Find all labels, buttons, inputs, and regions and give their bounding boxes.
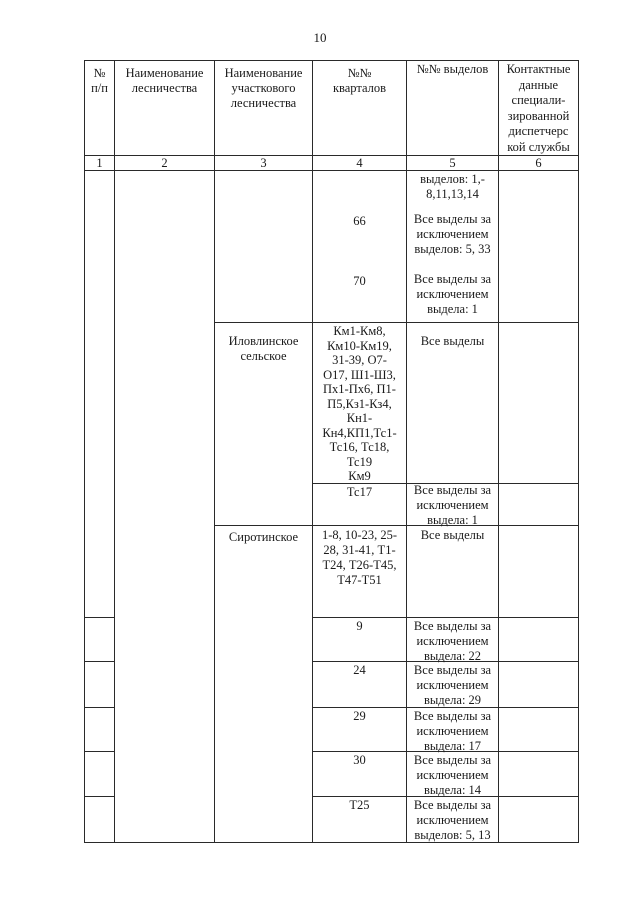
header-forestry: Наименование лесничества bbox=[125, 66, 204, 95]
quarter-cell: 70 bbox=[353, 274, 366, 288]
column-number: 2 bbox=[161, 156, 168, 170]
plots-cell: Все выделы за исключением выдела: 29 bbox=[413, 663, 492, 707]
header-contacts: Контактные данные специали- зированной диспетчерс кой службы bbox=[506, 62, 571, 154]
column-number: 1 bbox=[96, 156, 103, 170]
district-forestry-cell: Иловлинское сельское bbox=[228, 334, 299, 363]
table-border bbox=[114, 60, 115, 842]
plots-cell: Все выделы за исключением выдела: 14 bbox=[413, 753, 492, 797]
quarter-cell: 29 bbox=[353, 709, 366, 723]
plots-cell: Все выделы за исключением выделов: 5, 33 bbox=[413, 212, 492, 256]
plots-cell: Все выделы за исключением выдела: 1 bbox=[413, 483, 492, 527]
table-border bbox=[312, 617, 579, 618]
table-border bbox=[84, 707, 114, 708]
column-number: 6 bbox=[535, 156, 542, 170]
plots-cell: Все выделы bbox=[420, 334, 485, 348]
header-plots: №№ выделов bbox=[416, 62, 489, 76]
header-quarters: №№ кварталов bbox=[332, 66, 387, 95]
plots-cell: Все выделы bbox=[420, 528, 485, 542]
table-border bbox=[498, 60, 499, 842]
quarter-cell: 9 bbox=[356, 619, 363, 633]
quarter-cell: Км1-Км8, Км10-Км19, 31-39, О7- О17, Ш1-Ш3, Пх1-Пх6, П1- П5,Кз1-Кз4, Кн1- Кн4,КП1,Тс1- Тс16, Тс18, Тс19 Км9 bbox=[322, 324, 397, 483]
plots-cell: Все выделы за исключением выдела: 22 bbox=[413, 619, 492, 663]
table-border bbox=[214, 60, 215, 842]
table-border bbox=[84, 60, 579, 61]
table-border bbox=[84, 661, 114, 662]
table-border bbox=[84, 796, 114, 797]
quarter-cell: Т25 bbox=[349, 798, 370, 812]
table-border bbox=[84, 617, 114, 618]
header-number: № п/п bbox=[91, 66, 108, 95]
quarter-cell: 66 bbox=[353, 214, 366, 228]
district-forestry-cell: Сиротинское bbox=[228, 530, 299, 544]
header-district-forestry: Наименование участкового лесничества bbox=[224, 66, 303, 110]
column-number: 4 bbox=[356, 156, 363, 170]
quarter-cell: 1-8, 10-23, 25- 28, 31-41, Т1- Т24, Т26-Т45, Т47-Т51 bbox=[322, 528, 397, 587]
plots-cell: Все выделы за исключением выделов: 5, 13 bbox=[413, 798, 492, 842]
page-number: 10 bbox=[313, 30, 327, 45]
table-border bbox=[84, 60, 85, 842]
table-border bbox=[84, 751, 114, 752]
plots-cell: выделов: 1,- 8,11,13,14 bbox=[420, 172, 485, 201]
table-border bbox=[578, 60, 579, 842]
quarter-cell: 30 bbox=[353, 753, 366, 767]
table-border bbox=[214, 322, 579, 323]
column-number: 3 bbox=[260, 156, 267, 170]
column-number: 5 bbox=[449, 156, 456, 170]
plots-cell: Все выделы за исключением выдела: 17 bbox=[413, 709, 492, 753]
quarter-cell: 24 bbox=[353, 663, 366, 677]
plots-cell: Все выделы за исключением выдела: 1 bbox=[413, 272, 492, 316]
table-border bbox=[214, 525, 579, 526]
table-border bbox=[84, 842, 579, 843]
quarter-cell: Тс17 bbox=[346, 485, 373, 499]
